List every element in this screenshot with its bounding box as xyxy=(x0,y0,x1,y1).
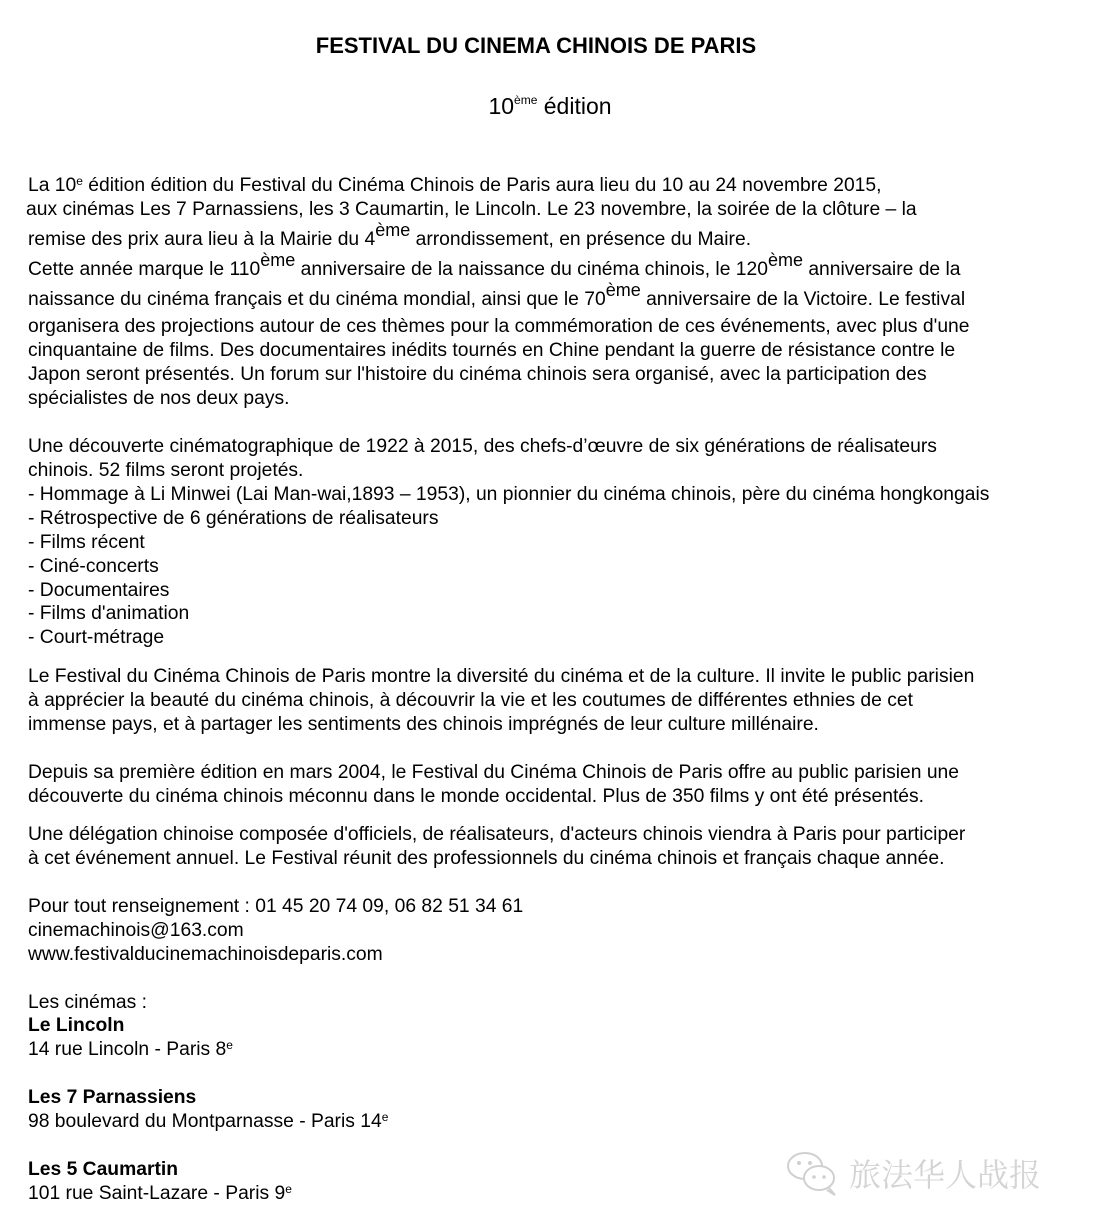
text-line xyxy=(28,895,523,919)
text-segment: - Films d'animation xyxy=(28,603,190,624)
text-line xyxy=(26,198,917,222)
text-segment: Une découverte cinématographique de 1922 à 2015, des chefs-d’œuvre de six générations de réalisateurs xyxy=(28,436,937,457)
text-line xyxy=(28,823,965,847)
text-segment: - Rétrospective de 6 générations de réalisateurs xyxy=(28,508,439,529)
text-line xyxy=(28,919,244,943)
superscript: ème xyxy=(375,220,411,240)
text-line xyxy=(28,280,966,312)
text-segment: - Ciné-concerts xyxy=(28,556,159,577)
edition-number: 10 xyxy=(488,93,515,119)
text-segment: spécialistes de nos deux pays. xyxy=(28,388,290,409)
text-segment: anniversaire de la xyxy=(802,259,961,280)
text-line xyxy=(28,250,961,282)
text-line xyxy=(28,531,145,555)
text-line xyxy=(28,459,303,483)
text-segment: remise des prix aura lieu à la Mairie du 4 xyxy=(28,229,376,250)
text-line xyxy=(28,602,189,626)
superscript: e xyxy=(226,1038,233,1052)
text-segment: organisera des projections autour de ces thèmes pour la commémoration de ces événements, avec plus d'une xyxy=(28,316,970,337)
text-line xyxy=(28,435,937,459)
text-segment: La 10 xyxy=(28,175,77,196)
superscript: e xyxy=(381,1110,389,1124)
wechat-icon xyxy=(785,1148,841,1198)
text-line xyxy=(28,174,881,198)
text-segment: aux cinémas Les 7 Parnassiens, les 3 Caumartin, le Lincoln. Le 23 novembre, la soirée de la clôture – la xyxy=(26,199,917,220)
text-segment: - Documentaires xyxy=(28,580,170,601)
text-segment: édition édition du Festival du Cinéma Chinois de Paris aura lieu du 10 au 24 novembre 2015, xyxy=(82,175,882,196)
text-segment: à cet événement annuel. Le Festival réunit des professionnels du cinéma chinois et français chaque année. xyxy=(28,848,945,869)
text-segment: chinois. 52 films seront projetés. xyxy=(28,460,304,481)
text-segment: à apprécier la beauté du cinéma chinois, à découvrir la vie et les coutumes de différentes ethnies de cet xyxy=(28,690,913,711)
cinema-name: Les 7 Parnassiens xyxy=(28,1087,197,1108)
text-segment: - Films récent xyxy=(28,532,145,553)
text-segment: naissance du cinéma français et du cinéma mondial, ainsi que le 70 xyxy=(28,289,606,310)
text-line xyxy=(28,1110,388,1134)
document-title: FESTIVAL DU CINEMA CHINOIS DE PARIS xyxy=(315,33,757,58)
cinema-name: Les 5 Caumartin xyxy=(28,1159,179,1180)
superscript: ème xyxy=(260,250,296,270)
text-line xyxy=(28,847,944,871)
text-segment: Une délégation chinoise composée d'officiels, de réalisateurs, d'acteurs chinois viendra à Paris pour participer xyxy=(28,824,966,845)
text-segment: Le Festival du Cinéma Chinois de Paris montre la diversité du cinéma et de la culture. Il invite le public parisien xyxy=(28,666,975,687)
watermark xyxy=(785,1148,1041,1198)
text-line xyxy=(28,1086,196,1110)
text-line xyxy=(28,507,439,531)
text-line xyxy=(28,1014,124,1038)
text-segment: arrondissement, en présence du Maire. xyxy=(410,229,752,250)
text-line xyxy=(28,387,290,411)
text-segment: cinemachinois@163.com xyxy=(28,920,244,941)
text-segment: Cette année marque le 110 xyxy=(28,259,261,280)
superscript: ème xyxy=(767,250,803,270)
text-line xyxy=(28,339,955,363)
text-line xyxy=(28,785,924,809)
text-segment: Pour tout renseignement : 01 45 20 74 09, 06 82 51 34 61 xyxy=(28,896,524,917)
text-segment: - Hommage à Li Minwei (Lai Man-wai,1893 – 1953), un pionnier du cinéma chinois, père du cinéma hongkongais xyxy=(28,484,990,505)
text-segment: anniversaire de la Victoire. Le festival xyxy=(640,289,966,310)
text-segment: Les cinémas : xyxy=(28,992,147,1013)
text-line xyxy=(28,689,913,713)
text-line xyxy=(28,1158,178,1182)
text-segment: immense pays, et à partager les sentiments des chinois imprégnés de leur culture millénaire. xyxy=(28,714,819,735)
superscript: e xyxy=(76,174,83,188)
text-line xyxy=(28,363,927,387)
text-line xyxy=(28,1182,292,1206)
text-line xyxy=(28,220,752,252)
text-line xyxy=(28,665,974,689)
text-segment: Japon seront présentés. Un forum sur l'histoire du cinéma chinois sera organisé, avec la participation des xyxy=(28,364,927,385)
edition-superscript: ème xyxy=(514,93,538,107)
text-segment: Depuis sa première édition en mars 2004, le Festival du Cinéma Chinois de Paris offre au public parisien une xyxy=(28,762,959,783)
text-line xyxy=(28,761,959,785)
text-segment: www.festivalducinemachinoisdeparis.com xyxy=(28,944,383,965)
text-line xyxy=(28,315,970,339)
text-line xyxy=(28,483,989,507)
document-subtitle xyxy=(0,93,1094,120)
text-line xyxy=(28,555,159,579)
text-segment: 14 rue Lincoln - Paris 8 xyxy=(28,1039,227,1060)
superscript: ème xyxy=(605,280,641,300)
text-segment: 101 rue Saint-Lazare - Paris 9 xyxy=(28,1183,286,1204)
superscript: e xyxy=(285,1182,292,1196)
text-line xyxy=(28,1038,233,1062)
text-segment: 98 boulevard du Montparnasse - Paris 14 xyxy=(28,1111,382,1132)
edition-label: édition xyxy=(537,93,612,119)
cinema-name: Le Lincoln xyxy=(28,1015,125,1036)
text-line xyxy=(28,991,147,1015)
text-segment: - Court-métrage xyxy=(28,627,165,648)
text-segment: cinquantaine de films. Des documentaires inédits tournés en Chine pendant la guerre de résistance contre le xyxy=(28,340,956,361)
text-line xyxy=(28,579,169,603)
text-segment: découverte du cinéma chinois méconnu dans le monde occidental. Plus de 350 films y ont été présentés. xyxy=(28,786,925,807)
watermark-text: 旅法华人战报 xyxy=(849,1157,1042,1193)
text-segment: anniversaire de la naissance du cinéma chinois, le 120 xyxy=(295,259,768,280)
text-line xyxy=(28,626,164,650)
text-line xyxy=(28,713,819,737)
text-line xyxy=(28,943,383,967)
